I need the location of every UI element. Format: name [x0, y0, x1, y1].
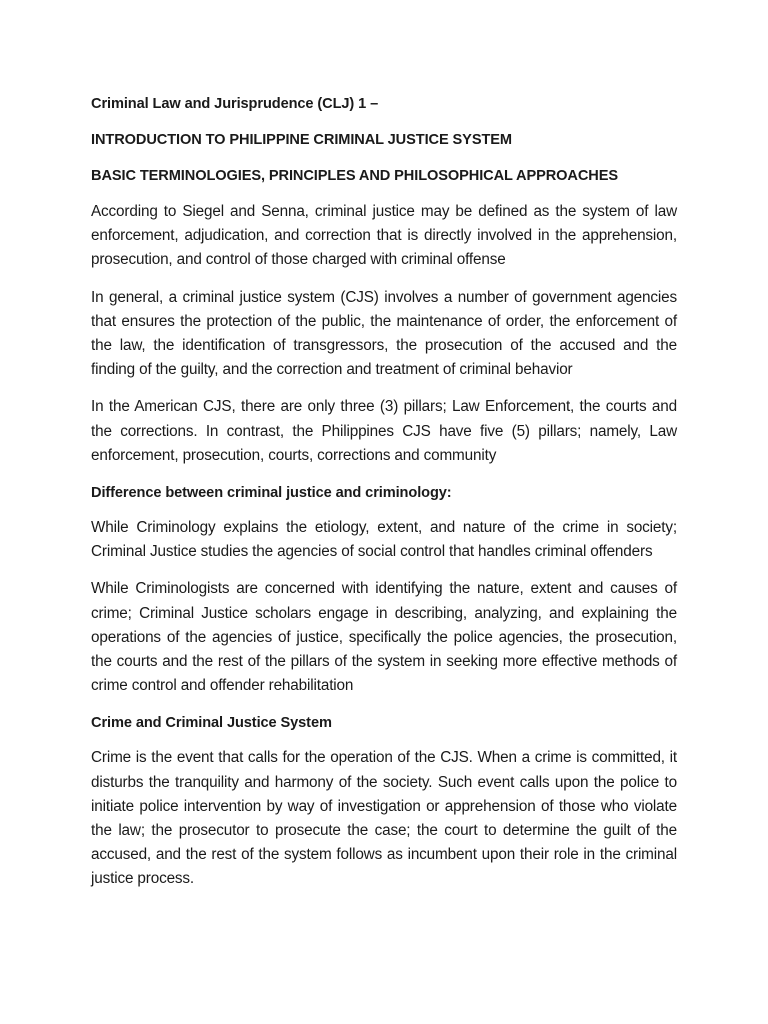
- section-subtitle: BASIC TERMINOLOGIES, PRINCIPLES AND PHILOSOPHICAL APPROACHES: [91, 168, 618, 184]
- paragraph-criminology-explains: While Criminology explains the etiology, extent, and nature of the crime in society; Criminal Justice studies the agencies of social control that handles criminal offenders: [91, 519, 677, 561]
- document-page: [91, 92, 677, 905]
- paragraph-pillars: In the American CJS, there are only three (3) pillars; Law Enforcement, the courts and the corrections. In contrast, the Philippines CJS have five (5) pillars; namely, Law enforcement, prosecution, courts, corrections and community: [91, 398, 677, 464]
- section-title: INTRODUCTION TO PHILIPPINE CRIMINAL JUSTICE SYSTEM: [91, 132, 512, 148]
- paragraph-cjs-general: In general, a criminal justice system (CJS) involves a number of government agencies that ensures the protection of the public, the maintenance of order, the enforcement of the law, the identification of transgressors, the prosecution of the accused and the finding of the guilty, and the correction and treatment of criminal behavior: [91, 288, 677, 379]
- subheading-difference: Difference between criminal justice and criminology:: [91, 485, 452, 502]
- paragraph-definition: According to Siegel and Senna, criminal justice may be defined as the system of law enforcement, adjudication, and correction that is directly involved in the apprehension, prosecution, and control of those charged with criminal offense: [91, 203, 677, 269]
- paragraph-criminologists: While Criminologists are concerned with identifying the nature, extent and causes of crime; Criminal Justice scholars engage in describing, analyzing, and explaining the operations of the agencies of justice, specifically the police agencies, the prosecution, the courts and the rest of the pillars of the system in seeking more effective methods of crime control and offender rehabilitation: [91, 580, 677, 695]
- document-title: Criminal Law and Jurisprudence (CLJ) 1 –: [91, 96, 379, 112]
- paragraph-crime-event: Crime is the event that calls for the operation of the CJS. When a crime is committed, it disturbs the tranquility and harmony of the society. Such event calls upon the police to initiate police intervention by way of investigation or apprehension of those who violate the law; the prosecutor to prosecute the case; the court to determine the guilt of the accused, and the rest of the system follows as incumbent upon their role in the criminal justice process.: [91, 749, 677, 888]
- subheading-crime-cjs: Crime and Criminal Justice System: [91, 715, 332, 732]
